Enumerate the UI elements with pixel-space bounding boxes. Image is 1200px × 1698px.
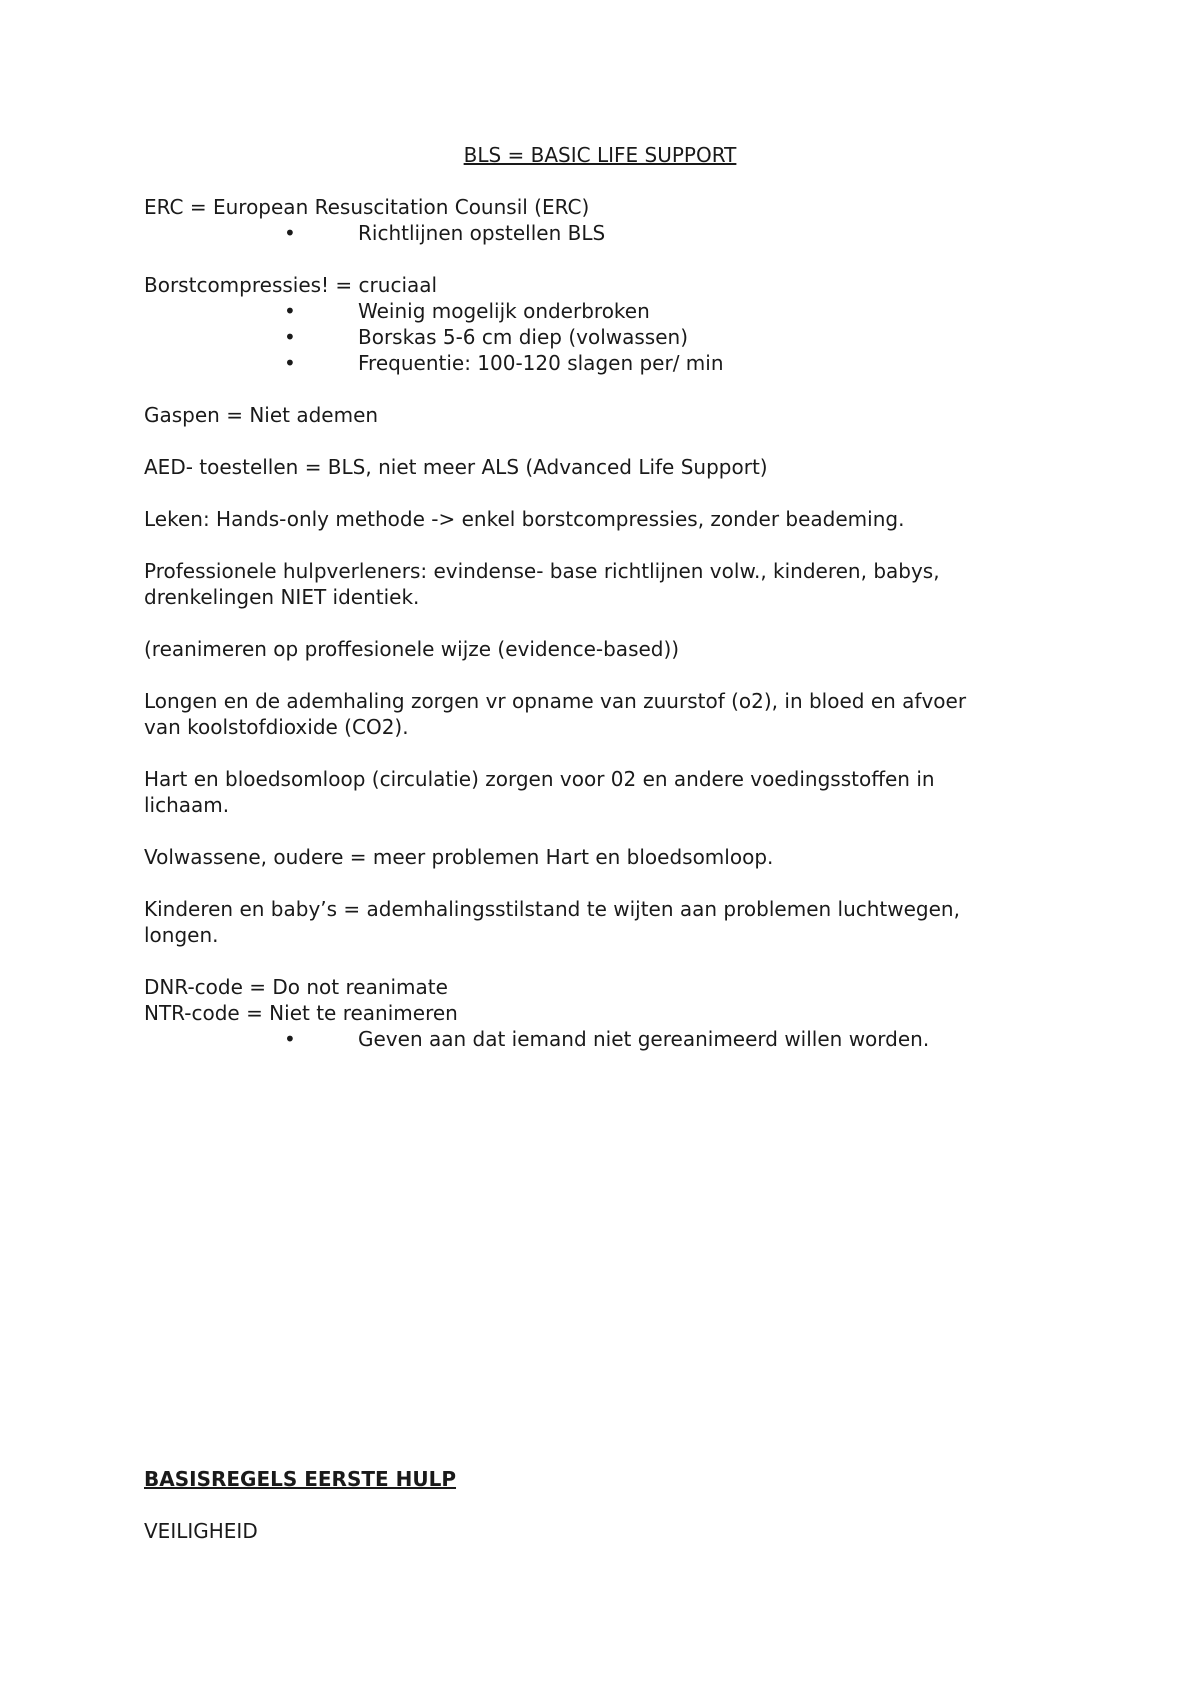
hart-line-2: lichaam. <box>144 793 230 817</box>
veiligheid-line: VEILIGHEID <box>144 1519 258 1543</box>
leken-line: Leken: Hands-only methode -> enkel borstcompressies, zonder beademing. <box>144 507 905 531</box>
longen-line-1: Longen en de ademhaling zorgen vr opname van zuurstof (o2), in bloed en afvoer <box>144 689 967 713</box>
borst-bullet-1: Weinig mogelijk onderbroken <box>358 299 650 323</box>
volwassene-line: Volwassene, oudere = meer problemen Hart en bloedsomloop. <box>144 845 774 869</box>
kinderen-line-2: longen. <box>144 923 219 947</box>
erc-line: ERC = European Resuscitation Counsil (ERC) <box>144 195 590 219</box>
page-title: BLS = BASIC LIFE SUPPORT <box>463 143 737 167</box>
gaspen-line: Gaspen = Niet ademen <box>144 403 379 427</box>
erc-bullet-1: Richtlijnen opstellen BLS <box>358 221 606 245</box>
bullet-dot: • <box>284 221 296 245</box>
dnr-line: DNR-code = Do not reanimate <box>144 975 448 999</box>
borst-bullet-3: Frequentie: 100-120 slagen per/ min <box>358 351 724 375</box>
bullet-dot: • <box>284 351 296 375</box>
section-heading-basisregels: BASISREGELS EERSTE HULP <box>144 1467 457 1491</box>
borst-bullet-2: Borskas 5-6 cm diep (volwassen) <box>358 325 688 349</box>
kinderen-line-1: Kinderen en baby’s = ademhalingsstilstand te wijten aan problemen luchtwegen, <box>144 897 960 921</box>
bullet-dot: • <box>284 1027 296 1051</box>
ntr-bullet-1: Geven aan dat iemand niet gereanimeerd willen worden. <box>358 1027 930 1051</box>
bullet-dot: • <box>284 299 296 323</box>
ntr-line: NTR-code = Niet te reanimeren <box>144 1001 458 1025</box>
borst-line: Borstcompressies! = cruciaal <box>144 273 438 297</box>
reanimeren-line: (reanimeren op proffesionele wijze (evidence-based)) <box>144 637 680 661</box>
aed-line: AED- toestellen = BLS, niet meer ALS (Advanced Life Support) <box>144 455 768 479</box>
hart-line-1: Hart en bloedsomloop (circulatie) zorgen voor 02 en andere voedingsstoffen in <box>144 767 935 791</box>
bullet-dot: • <box>284 325 296 349</box>
prof-line-1: Professionele hulpverleners: evindense- base richtlijnen volw., kinderen, babys, <box>144 559 940 583</box>
prof-line-2: drenkelingen NIET identiek. <box>144 585 420 609</box>
longen-line-2: van koolstofdioxide (CO2). <box>144 715 409 739</box>
